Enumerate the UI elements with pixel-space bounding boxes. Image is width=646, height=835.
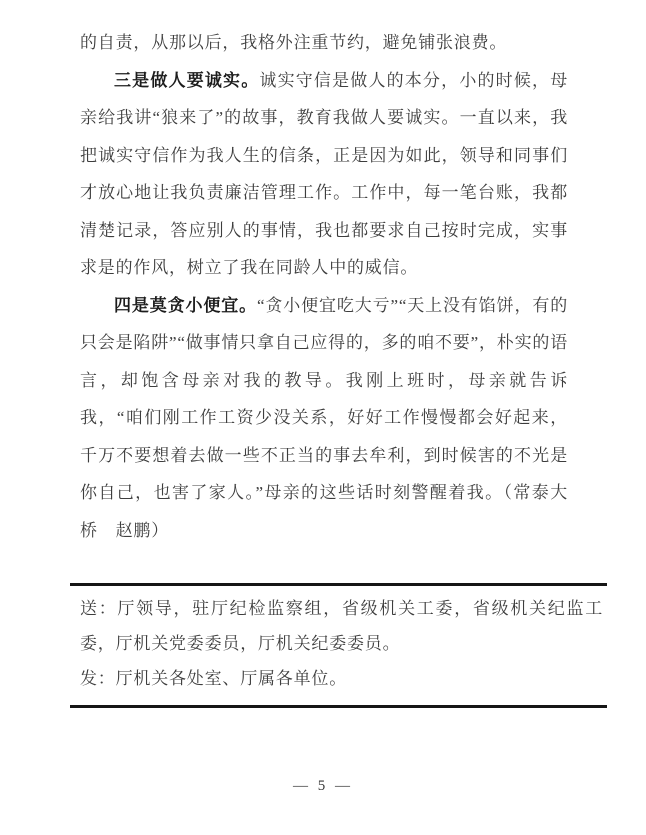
issue-line: 发：厅机关各处室、厅属各单位。	[80, 669, 347, 688]
paragraph-bold-lead: 三是做人要诚实。	[114, 70, 260, 90]
paragraph-text: 的自责，从那以后，我格外注重节约，避免铺张浪费。	[80, 33, 508, 52]
paragraph-text: 诚实守信是做人的本分，小的时候，母亲给我讲“狼来了”的故事，教育我做人要诚实。一直以来，我把诚实守信作为我人生的信条，正是因为如此，领导和同事们才放心地让我负责廉洁管理工作。工作中，每一笔台账，我都清楚记录，答应别人的事情，我也都要求自己按时完成，实事求是的作风，树立了我在同龄人中的威信。	[80, 70, 568, 277]
distribution-footer	[70, 583, 607, 708]
paragraph-text: “贪小便宜吃大亏”“天上没有馅饼，有的只会是陷阱”“做事情只拿自己应得的，多的咱不要”，朴实的语言，却饱含母亲对我的教导。我刚上班时，母亲就告诉我，“咱们刚工作工资少没关系，好好工作慢慢都会好起来，千万不要想着去做一些不正当的事去牟利，到时候害的不光是你自己，也害了家人。”母亲的这些话时刻警醒着我。（常泰大桥 赵鹏）	[80, 295, 568, 540]
paragraph-point-three	[80, 62, 568, 287]
document-body	[80, 24, 568, 549]
distribution-line: 送：厅领导，驻厅纪检监察组，省级机关工委，省级机关纪监工委，厅机关党委委员，厅机关纪委委员。	[80, 599, 603, 653]
paragraph-continuation	[80, 24, 568, 62]
paragraph-point-four	[80, 287, 568, 550]
page-number: — 5 —	[293, 778, 353, 794]
paragraph-bold-lead: 四是莫贪小便宜。	[114, 295, 257, 315]
